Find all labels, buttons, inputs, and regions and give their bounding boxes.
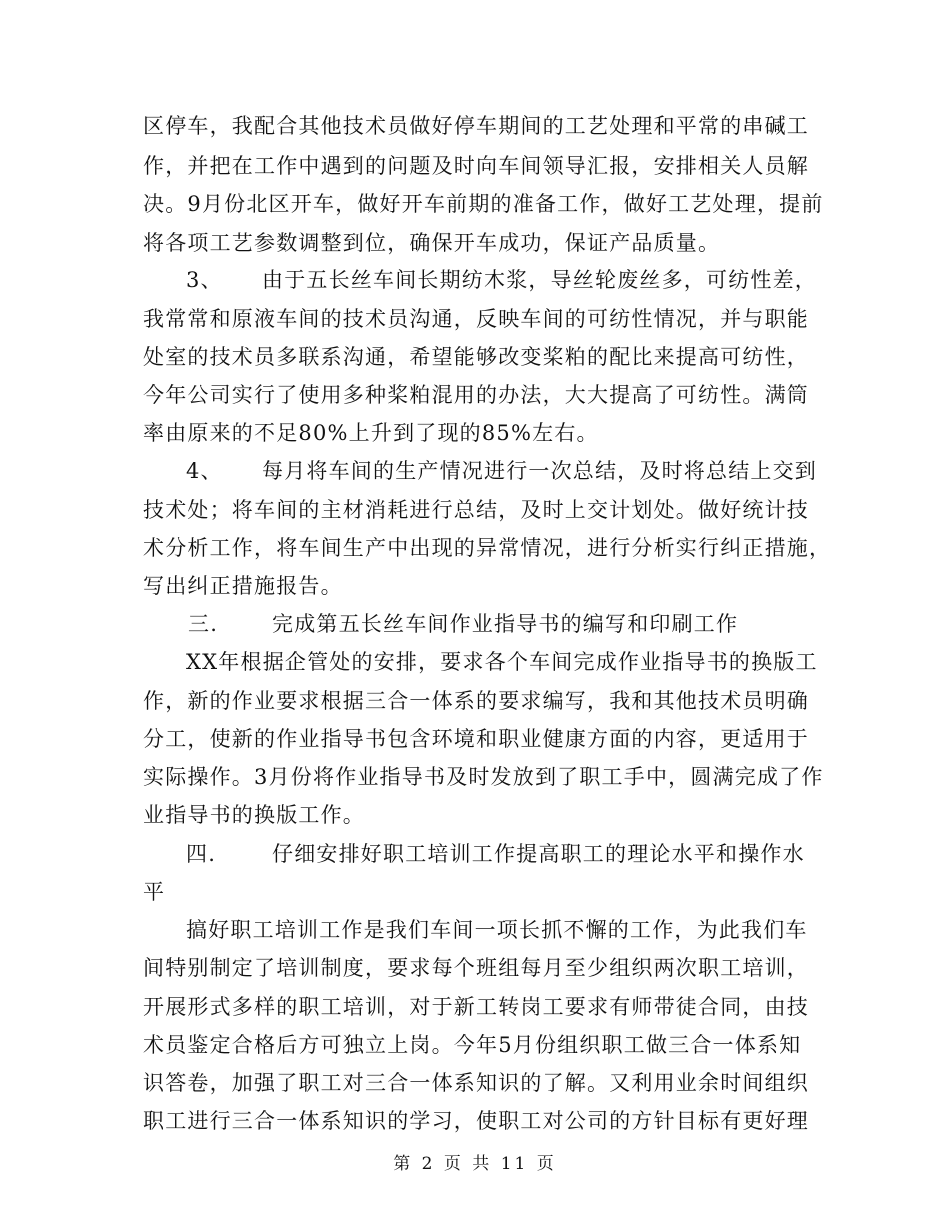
section-number: 四. xyxy=(186,842,217,866)
paragraph-line: 处室的技术员多联系沟通，希望能够改变桨粕的配比来提高可纺性， xyxy=(143,345,809,369)
paragraph-line: XX年根据企管处的安排，要求各个车间完成作业指导书的换版工 xyxy=(186,650,818,674)
paragraph-line: 区停车，我配合其他技术员做好停车期间的工艺处理和平常的串碱工 xyxy=(143,114,809,138)
paragraph-line: 搞好职工培训工作是我们车间一项长抓不懈的工作，为此我们车 xyxy=(186,918,808,942)
paragraph-line: 职工进行三合一体系知识的学习，使职工对公司的方针目标有更好理 xyxy=(143,1109,809,1133)
paragraph-line: 分工，使新的作业指导书包含环境和职业健康方面的内容，更适用于 xyxy=(143,727,809,751)
paragraph-line: 写出纠正措施报告。 xyxy=(143,574,343,598)
paragraph-line: 实际操作。3月份将作业指导书及时发放到了职工手中，圆满完成了作 xyxy=(143,765,824,789)
paragraph-line: 术分析工作，将车间生产中出现的异常情况，进行分析实行纠正措施， xyxy=(143,536,832,560)
paragraph-line: 技术处；将车间的主材消耗进行总结，及时上交计划处。做好统计技 xyxy=(143,498,809,522)
paragraph-line: 决。9月份北区开车，做好开车前期的准备工作，做好工艺处理，提前 xyxy=(143,192,824,216)
section-number: 三. xyxy=(188,612,219,636)
list-item-text: 由于五长丝车间长期纺木浆，导丝轮废丝多，可纺性差， xyxy=(262,268,817,292)
paragraph-line: 率由原来的不足80%上升到了现的85%左右。 xyxy=(143,421,599,445)
section-heading-text: 仔细安排好职工培训工作提高职工的理论水平和操作水 xyxy=(272,842,805,866)
list-item-4 xyxy=(186,457,817,485)
paragraph-line: 识答卷，加强了职工对三合一体系知识的了解。又利用业余时间组织 xyxy=(143,1071,809,1095)
paragraph-line: 开展形式多样的职工培训，对于新工转岗工要求有师带徒合同，由技 xyxy=(143,995,809,1019)
paragraph-line: 作，新的作业要求根据三合一体系的要求编写，我和其他技术员明确 xyxy=(143,689,809,713)
paragraph-line: 今年公司实行了使用多种桨粕混用的办法，大大提高了可纺性。满筒 xyxy=(143,383,809,407)
section-heading-continued: 平 xyxy=(143,880,166,904)
section-heading-4 xyxy=(186,840,805,868)
list-item-text: 每月将车间的生产情况进行一次总结，及时将总结上交到 xyxy=(262,459,817,483)
list-number: 4、 xyxy=(186,459,223,483)
paragraph-line: 将各项工艺参数调整到位，确保开车成功，保证产品质量。 xyxy=(143,231,721,255)
paragraph-line: 术员鉴定合格后方可独立上岗。今年5月份组织职工做三合一体系知 xyxy=(143,1033,802,1057)
paragraph-line: 我常常和原液车间的技术员沟通，反映车间的可纺性情况，并与职能 xyxy=(143,307,809,331)
paragraph-line: 间特别制定了培训制度，要求每个班组每月至少组织两次职工培训， xyxy=(143,956,809,980)
section-heading-3 xyxy=(188,610,739,638)
section-heading-text: 完成第五长丝车间作业指导书的编写和印刷工作 xyxy=(272,612,739,636)
paragraph-line: 作，并把在工作中遇到的问题及时向车间领导汇报，安排相关人员解 xyxy=(143,154,809,178)
list-number: 3、 xyxy=(186,268,223,292)
paragraph-line: 业指导书的换版工作。 xyxy=(143,803,365,827)
page-number-footer: 第 2 页 共 11 页 xyxy=(393,1154,557,1174)
list-item-3 xyxy=(186,266,817,294)
